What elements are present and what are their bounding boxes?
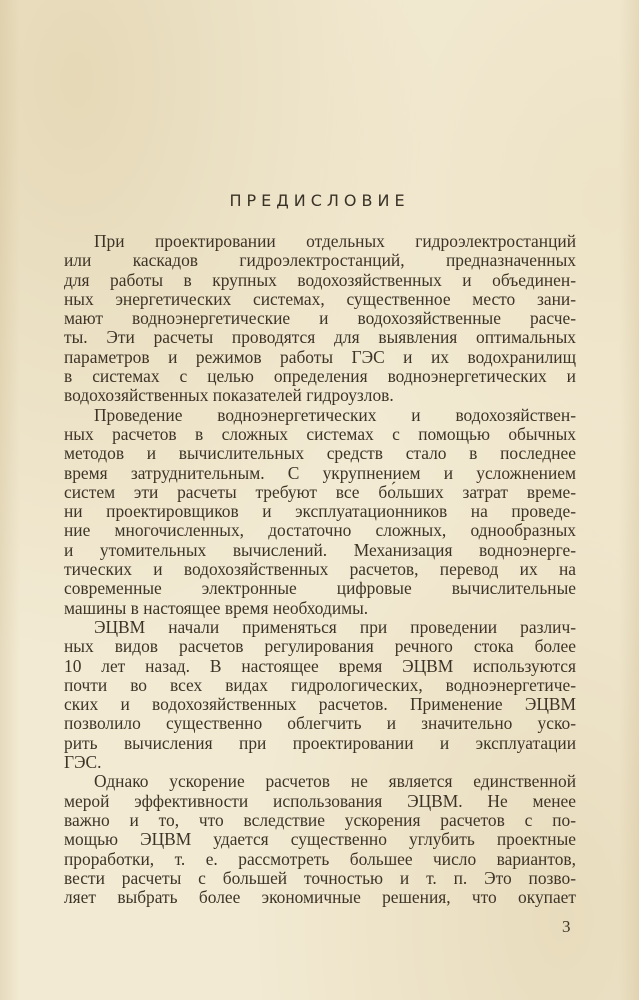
text-line: время затруднительным. С укрупнением и усложнением [64, 462, 576, 483]
text-line: водохозяйственных показателей гидроузлов. [64, 385, 394, 406]
text-line: вести расчеты с большей точностью и т. п. Это позво- [64, 867, 576, 888]
paragraph-2 [64, 406, 576, 618]
text-line: в системах с целью определения водноэнергетических и [64, 366, 576, 387]
paragraph-4 [64, 772, 576, 907]
text-line: параметров и режимов работы ГЭС и их водохранилищ [64, 346, 576, 367]
text-line: позволило существенно облегчить и значительно уско- [64, 713, 576, 734]
text-line: ты. Эти расчеты проводятся для выявления оптимальных [64, 327, 576, 348]
text-line: проработки, т. е. рассмотреть большее число вариантов, [64, 848, 576, 869]
text-line: систем эти расчеты требуют все бо́льших затрат време- [64, 481, 576, 502]
text-line: При проектировании отдельных гидроэлектростанций [94, 231, 576, 251]
text-line: ни проектировщиков и эксплуатационников на проведе- [64, 501, 576, 522]
text-line: Однако ускорение расчетов не является единственной [94, 771, 576, 792]
text-line: Проведение водноэнергетических и водохозяйствен- [94, 404, 576, 425]
text-line: ЭЦВМ начали применяться при проведении различ- [94, 616, 576, 637]
text-line: для работы в крупных водохозяйственных и объединен- [64, 269, 576, 290]
paragraph-1 [64, 232, 576, 406]
page-number: 3 [562, 917, 571, 936]
text-line: ных расчетов в сложных системах с помощью обычных [64, 423, 576, 444]
text-line: почти во всех видах гидрологических, водноэнергетиче- [64, 674, 576, 695]
text-line: ние многочисленных, достаточно сложных, однообразных [64, 520, 576, 541]
text-line: мают водноэнергетические и водохозяйственные расче- [64, 308, 576, 329]
body-text [64, 232, 576, 907]
text-line: ных энергетических системах, существенное место зани- [64, 288, 576, 309]
page-title: ПРЕДИСЛОВИЕ [229, 191, 410, 210]
text-line: ляет выбрать более экономичные решения, что окупает [64, 887, 576, 908]
text-line: рить вычисления при проектировании и эксплуатации [64, 732, 576, 753]
text-line: мерой эффективности использования ЭЦВМ. Не менее [64, 790, 576, 811]
text-line: мощью ЭЦВМ удается существенно углубить проектные [64, 829, 576, 850]
text-line: 10 лет назад. В настоящее время ЭЦВМ используются [64, 655, 576, 676]
text-line: тических и водохозяйственных расчетов, перевод их на [64, 559, 576, 580]
text-line: ских и водохозяйственных расчетов. Применение ЭЦВМ [64, 694, 576, 715]
text-line: ных видов расчетов регулирования речного стока более [64, 636, 576, 657]
text-line: методов и вычислительных средств стало в последнее [64, 443, 576, 464]
text-line: и утомительных вычислений. Механизация водноэнерге- [64, 539, 576, 560]
paragraph-3 [64, 618, 576, 772]
text-line: или каскадов гидроэлектростанций, предназначенных [64, 250, 576, 271]
text-line: важно и то, что вследствие ускорения расчетов с по- [64, 809, 576, 830]
text-line: машины в настоящее время необходимы. [64, 597, 369, 618]
text-line: ГЭС. [64, 752, 102, 773]
text-line: современные электронные цифровые вычислительные [64, 578, 576, 599]
